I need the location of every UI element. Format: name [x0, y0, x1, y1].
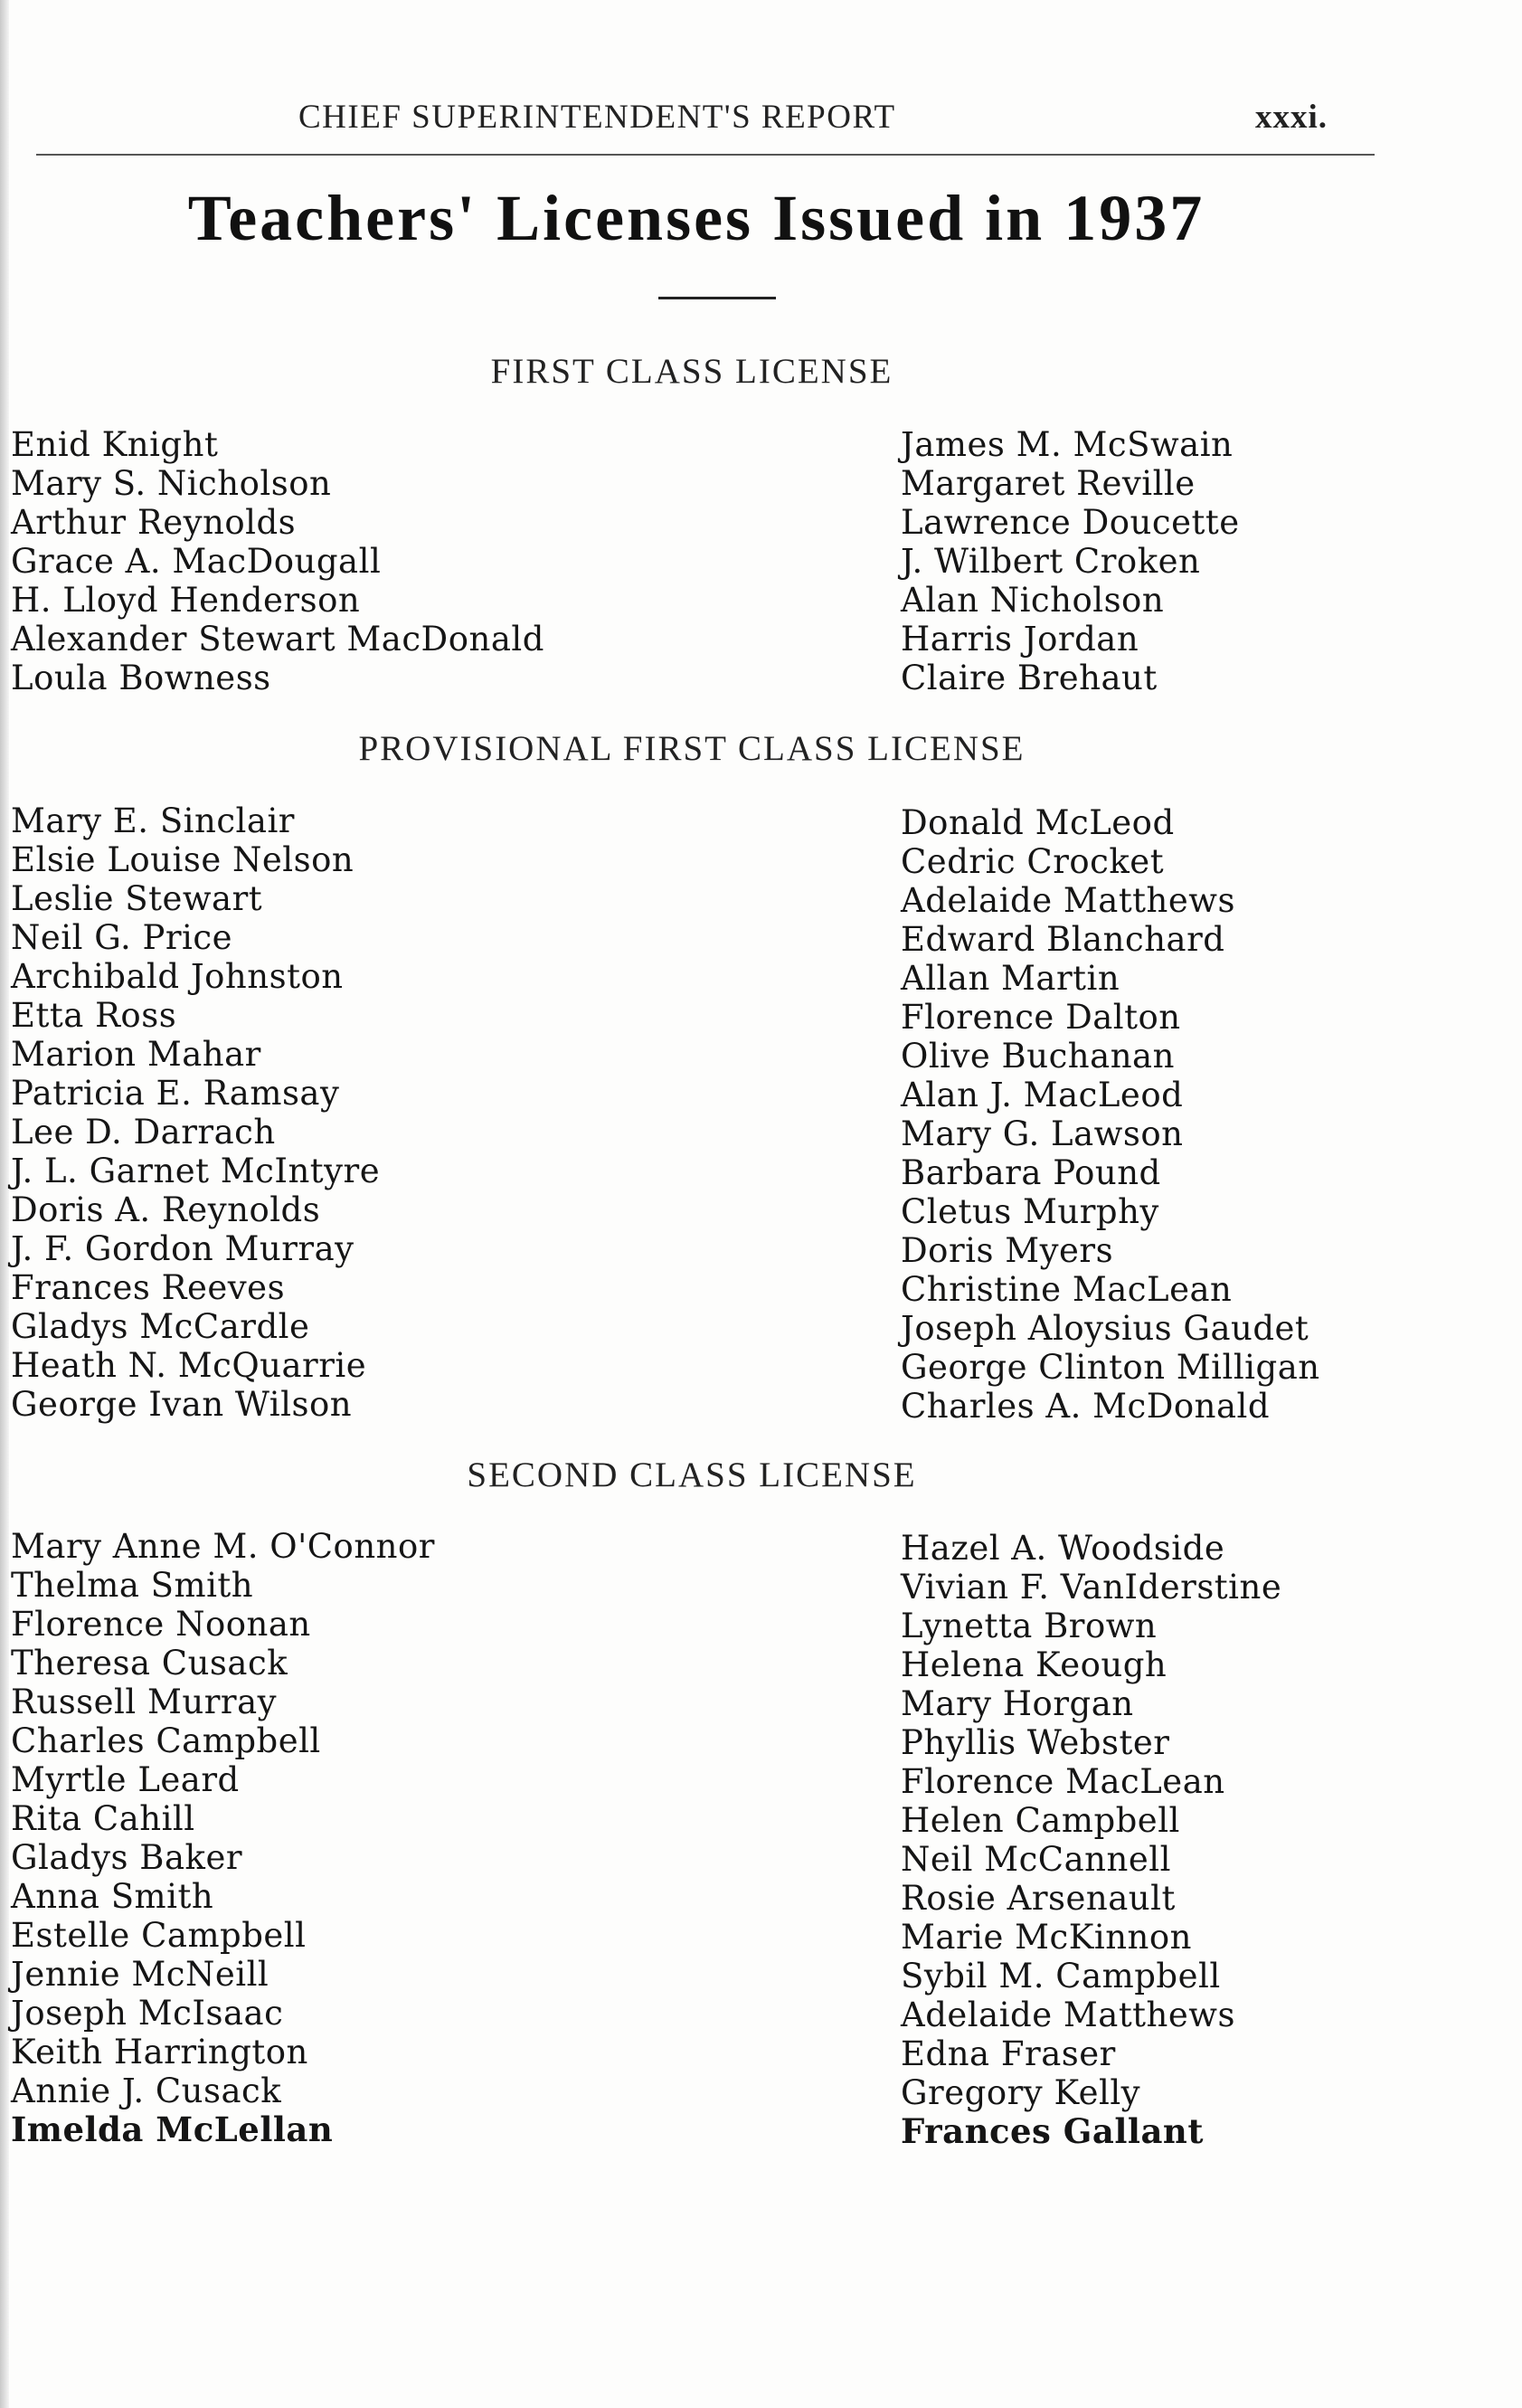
list-item: Alan Nicholson: [901, 581, 1165, 620]
list-item: Alan J. MacLeod: [901, 1076, 1184, 1114]
list-item: Cedric Crocket: [901, 842, 1165, 881]
list-item: Rosie Arsenault: [901, 1879, 1176, 1918]
list-item: Donald McLeod: [901, 803, 1175, 842]
list-item: Margaret Reville: [901, 464, 1196, 503]
page-title: Teachers' Licenses Issued in 1937: [187, 182, 1205, 254]
list-item: Helena Keough: [901, 1645, 1167, 1684]
list-item: Elsie Louise Nelson: [11, 840, 355, 879]
header-divider: [36, 154, 1375, 156]
list-item: Myrtle Leard: [11, 1760, 240, 1799]
list-item: Imelda McLellan: [11, 2109, 334, 2149]
list-item: Doris A. Reynolds: [11, 1190, 321, 1229]
list-item: H. Lloyd Henderson: [11, 581, 361, 620]
list-item: Mary E. Sinclair: [11, 801, 295, 840]
list-item: Christine MacLean: [901, 1270, 1233, 1309]
list-item: J. Wilbert Croken: [901, 542, 1201, 581]
list-item: Mary Horgan: [901, 1684, 1134, 1723]
running-head: [0, 98, 1411, 143]
list-item: Frances Gallant: [901, 2111, 1204, 2151]
first-class-left-column: [11, 425, 544, 697]
section-heading-provisional-first-class: PROVISIONAL FIRST CLASS LICENSE: [358, 729, 1026, 768]
list-item: Allan Martin: [901, 959, 1120, 998]
section-heading-first-class: FIRST CLASS LICENSE: [490, 352, 893, 391]
list-item: Thelma Smith: [11, 1566, 254, 1605]
list-item: James M. McSwain: [901, 425, 1234, 464]
list-item: Claire Brehaut: [901, 659, 1158, 697]
list-item: Alexander Stewart MacDonald: [11, 620, 544, 659]
list-item: George Ivan Wilson: [11, 1385, 353, 1424]
list-item: Charles A. McDonald: [901, 1387, 1271, 1426]
provisional-right-column: [901, 803, 1320, 1426]
list-item: Keith Harrington: [11, 2033, 308, 2071]
page-number: xxxi.: [1255, 99, 1328, 136]
list-item: Florence MacLean: [901, 1762, 1225, 1801]
second-class-right-column: [901, 1529, 1281, 2151]
list-item: Estelle Campbell: [11, 1916, 307, 1955]
list-item: Etta Ross: [11, 996, 177, 1035]
list-item: Heath N. McQuarrie: [11, 1346, 367, 1385]
provisional-left-column: [11, 801, 380, 1424]
list-item: Gregory Kelly: [901, 2073, 1141, 2112]
list-item: Gladys Baker: [11, 1838, 243, 1877]
list-item: Florence Noonan: [11, 1605, 311, 1644]
list-item: Phyllis Webster: [901, 1723, 1170, 1762]
list-item: Doris Myers: [901, 1231, 1114, 1270]
list-item: Annie J. Cusack: [11, 2071, 282, 2110]
list-item: Arthur Reynolds: [11, 503, 297, 542]
list-item: Joseph McIsaac: [11, 1994, 284, 2033]
second-class-left-column: [11, 1527, 435, 2149]
list-item: Barbara Pound: [901, 1153, 1161, 1192]
first-class-right-column: [901, 425, 1240, 697]
list-item: Lynetta Brown: [901, 1607, 1158, 1645]
list-item: Neil G. Price: [11, 918, 232, 957]
list-item: Marion Mahar: [11, 1035, 261, 1074]
list-item: Jennie McNeill: [11, 1955, 269, 1994]
list-item: J. F. Gordon Murray: [11, 1229, 355, 1268]
list-item: Enid Knight: [11, 425, 219, 464]
list-item: Hazel A. Woodside: [901, 1529, 1225, 1568]
list-item: Leslie Stewart: [11, 879, 263, 918]
list-item: Patricia E. Ramsay: [11, 1074, 340, 1113]
list-item: Loula Bowness: [11, 659, 271, 697]
list-item: Adelaide Matthews: [901, 1996, 1235, 2034]
section-heading-second-class: SECOND CLASS LICENSE: [467, 1455, 917, 1494]
list-item: J. L. Garnet McIntyre: [11, 1152, 381, 1190]
list-item: George Clinton Milligan: [901, 1348, 1320, 1387]
list-item: Theresa Cusack: [11, 1644, 288, 1683]
list-item: Marie McKinnon: [901, 1918, 1192, 1957]
list-item: Olive Buchanan: [901, 1037, 1175, 1076]
list-item: Harris Jordan: [901, 620, 1139, 659]
list-item: Grace A. MacDougall: [11, 542, 382, 581]
list-item: Archibald Johnston: [11, 957, 344, 996]
list-item: Sybil M. Campbell: [901, 1957, 1221, 1996]
list-item: Mary S. Nicholson: [11, 464, 332, 503]
list-item: Frances Reeves: [11, 1268, 286, 1307]
list-item: Gladys McCardle: [11, 1307, 310, 1346]
list-item: Florence Dalton: [901, 998, 1181, 1037]
list-item: Vivian F. VanIderstine: [901, 1568, 1282, 1607]
running-head-title: CHIEF SUPERINTENDENT'S REPORT: [298, 99, 896, 136]
list-item: Cletus Murphy: [901, 1192, 1159, 1231]
title-divider: [658, 297, 776, 299]
list-item: Mary Anne M. O'Connor: [11, 1527, 435, 1566]
list-item: Rita Cahill: [11, 1799, 195, 1838]
list-item: Adelaide Matthews: [901, 881, 1235, 920]
list-item: Edward Blanchard: [901, 920, 1225, 959]
list-item: Helen Campbell: [901, 1801, 1180, 1840]
list-item: Neil McCannell: [901, 1840, 1171, 1879]
list-item: Anna Smith: [11, 1877, 214, 1916]
list-item: Lawrence Doucette: [901, 503, 1240, 542]
list-item: Edna Fraser: [901, 2034, 1116, 2073]
list-item: Russell Murray: [11, 1683, 278, 1721]
list-item: Joseph Aloysius Gaudet: [901, 1309, 1309, 1348]
list-item: Charles Campbell: [11, 1721, 321, 1760]
list-item: Mary G. Lawson: [901, 1114, 1184, 1153]
list-item: Lee D. Darrach: [11, 1113, 276, 1152]
